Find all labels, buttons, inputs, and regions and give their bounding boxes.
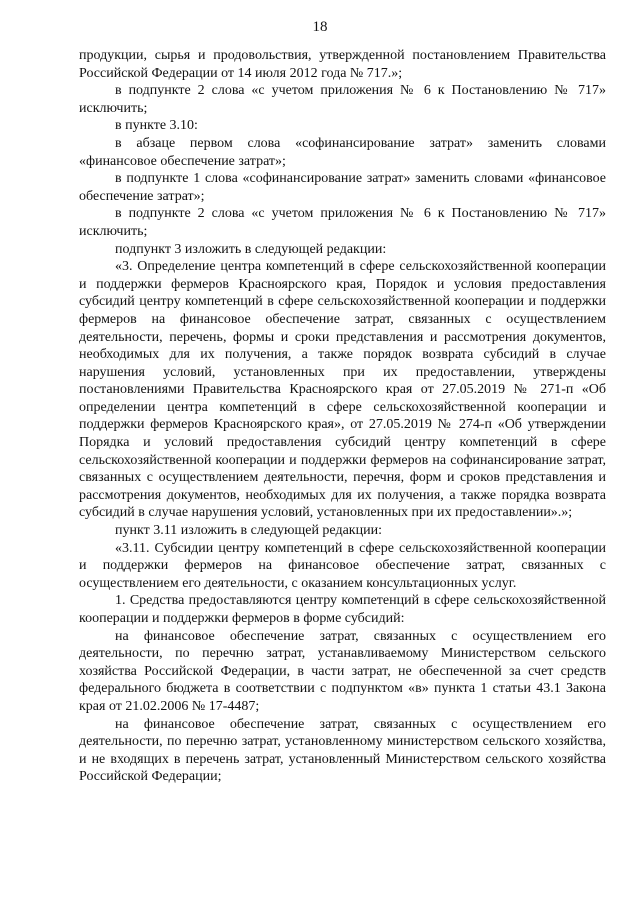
paragraph: пункт 3.11 изложить в следующей редакции: — [115, 523, 382, 539]
paragraph: в абзаце первом слова «софинансирование затрат» заменить словами «финансовое обеспечение затрат»; — [79, 135, 606, 169]
page-number: 18 — [312, 19, 328, 35]
paragraph: на финансовое обеспечение затрат, связанных с осуществлением его деятельности, по перечню затрат, устанавливаемому Министерством сельского хозяйства Российской Федерации, в части затрат, не обеспеченной за счет средств федерального бюджета в соответствии с подпунктом «в» пункта 1 статьи 43.1 Закона края от 21.02.2006 № 17-4487; — [79, 628, 606, 714]
paragraph: на финансовое обеспечение затрат, связанных с осуществлением его деятельности, по перечню затрат, установленному министерством сельского хозяйства, и не входящих в перечень затрат, установленный Министерством сельского хозяйства Российской Федерации; — [79, 716, 606, 785]
paragraph: в пункте 3.10: — [115, 118, 198, 134]
paragraph: в подпункте 2 слова «с учетом приложения № 6 к Постановлению № 717» исключить; — [79, 83, 606, 116]
paragraph: в подпункте 2 слова «с учетом приложения № 6 к Постановлению № 717» исключить; — [79, 206, 606, 239]
paragraph: подпункт 3 изложить в следующей редакции: — [115, 241, 387, 257]
paragraph: в подпункте 1 слова «софинансирование затрат» заменить словами «финансовое обеспечение затрат»; — [79, 171, 606, 204]
document-body — [79, 47, 606, 786]
paragraph: «3. Определение центра компетенций в сфере сельскохозяйственной кооперации и поддержки фермеров Красноярского края, Порядок и условия предоставления субсидий центру компетенций в сфере сельскохозяйственной кооперации и поддержки фермеров на финансовое обеспечение затрат, связанных с осуществлением деятельности, перечень, формы и сроки представления и рассмотрения документов, необходимых для их получения, а также порядок возврата субсидий в случае нарушения условий, установленных при их предоставлении, утверждены постановлениями Правительства Красноярского края от 27.05.2019 № 271-п «Об определении центра компетенций в сфере сельскохозяйственной кооперации и поддержки фермеров Красноярского края», от 27.05.2019 № 274-п «Об утверждении Порядка и условий предоставления субсидий центру компетенций в сфере сельскохозяйственной кооперации и поддержки фермеров на софинансирование затрат, связанных с осуществлением деятельности, перечня, форм и сроков представления и рассмотрения документов, необходимых для их получения, а также порядка возврата субсидий в случае нарушения условий, установленных при их предоставлении».»; — [79, 259, 606, 521]
paragraph: продукции, сырья и продовольствия, утвержденной постановлением Правительства Российской Федерации от 14 июля 2012 года № 717.»; — [79, 48, 606, 81]
paragraph: 1. Средства предоставляются центру компетенций в сфере сельскохозяйственной кооперации и поддержки фермеров в форме субсидий: — [79, 593, 606, 626]
paragraph: «3.11. Субсидии центру компетенций в сфере сельскохозяйственной кооперации и поддержки фермеров на финансовое обеспечение затрат, связанных с осуществлением его деятельности, с оказанием консультационных услуг. — [79, 540, 606, 591]
